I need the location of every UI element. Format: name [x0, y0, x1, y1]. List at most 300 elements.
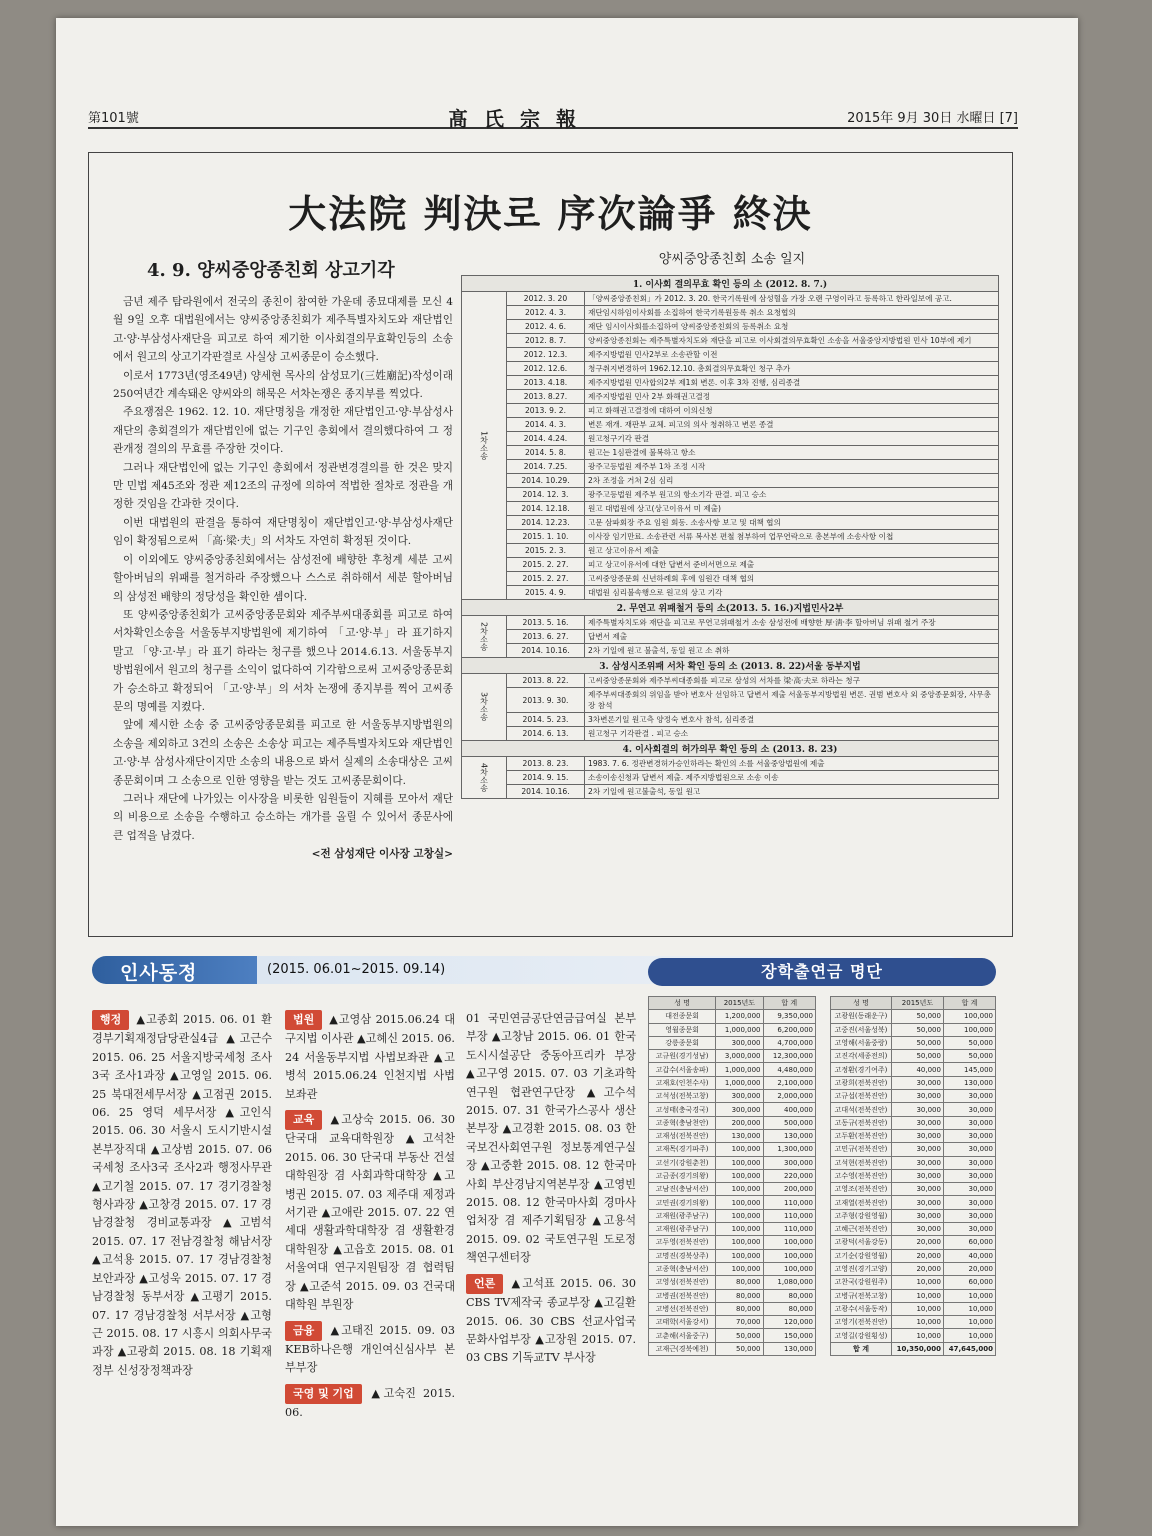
donor-name: 고찬국(강원원주)	[831, 1276, 892, 1289]
timeline-row	[462, 586, 999, 600]
timeline-date: 2013. 8.27.	[507, 390, 585, 404]
timeline-date: 2013. 6. 27.	[507, 630, 585, 644]
timeline-event: 제주지방법원 민사 2부 화해권고결정	[585, 390, 999, 404]
scholarship-header-cell: 합 계	[763, 997, 815, 1010]
donation-amount: 110,000	[763, 1196, 815, 1209]
article-paragraph: 앞에 제시한 소송 중 고씨중앙종문회를 피고로 한 서울동부지방법원의 소송을 제외하고 3건의 소송은 소송상 피고는 제주특별자치도와 재단법인 고·양·부 삼성사재단이지만 소송의 내용으로 봐서 실제의 소송대상은 고씨종문회이며 그 소송으로 인한 영향을 받는 것도 고씨종문회이다.	[113, 719, 453, 787]
timeline-date: 2013. 5. 16.	[507, 616, 585, 630]
timeline-event: 2차 기일에 원고 불출석, 동일 원고 소 취하	[585, 644, 999, 658]
scholarship-table-right	[830, 996, 996, 1356]
donation-amount: 6,200,000	[763, 1023, 815, 1036]
donation-amount: 1,000,000	[716, 1023, 763, 1036]
scholarship-row	[649, 1289, 816, 1302]
timeline-date: 2014. 4. 3.	[507, 418, 585, 432]
scholarship-header-row	[831, 997, 996, 1010]
donor-name: 고영진(경기고양)	[831, 1262, 892, 1275]
donor-name: 고규섭(전북진안)	[831, 1090, 892, 1103]
donation-amount: 10,000	[891, 1329, 943, 1342]
donor-name: 고영조(전북진안)	[831, 1183, 892, 1196]
timeline-row	[462, 460, 999, 474]
donation-amount: 10,000	[891, 1276, 943, 1289]
article-paragraph: 그러나 재단법인에 없는 기구인 총회에서 정관변경결의를 한 것은 맞지만 민법 제45조와 정관 제12조의 규정에 의하여 적법한 절차로 정관을 개정한 것임을 간과한 것이다.	[113, 461, 453, 511]
personnel-text: 01 국민연금공단연금급여실 본부부장 ▲고창남 2015. 06. 01 한국도시시설공단 중동아프리카 부장 ▲고구영 2015. 07. 03 기초과학연구원 협관연구단장 ▲고수석 2015. 07. 31 한국가스공사 생산본부장 ▲고경환 2015. 08. 03 한국보건사회연구원 정보통계연구실장 ▲고중환 2015. 08. 12 한국마사회 부산경남지역본부장 ▲고영빈 2015. 08. 12 한국마사회 경마사업처장 겸 제주기획팀장 ▲고용석 2015. 09. 02 국토연구원 도로정책연구센터장	[466, 1012, 636, 1265]
category-tag: 국영 및 기업	[285, 1384, 362, 1404]
scholarship-row	[649, 1143, 816, 1156]
donor-name: 고병권(전북진안)	[649, 1289, 716, 1302]
donor-name: 고광희(전북진안)	[831, 1076, 892, 1089]
donation-amount: 220,000	[763, 1169, 815, 1182]
scholarship-row	[831, 1143, 996, 1156]
donation-amount: 4,480,000	[763, 1063, 815, 1076]
scholarship-row	[649, 1116, 816, 1129]
scholarship-row	[831, 1036, 996, 1049]
donation-amount: 30,000	[943, 1169, 995, 1182]
donation-amount: 100,000	[716, 1249, 763, 1262]
donation-amount: 30,000	[943, 1156, 995, 1169]
donation-amount: 30,000	[891, 1223, 943, 1236]
personnel-entry	[285, 1010, 455, 1104]
donation-amount: 80,000	[716, 1302, 763, 1315]
scholarship-row	[649, 1169, 816, 1182]
timeline-event: 청구취지변경하여 1962.12.10. 총회결의무효확인 청구 추가	[585, 362, 999, 376]
byline: <전 삼성재단 이사장 고창실>	[311, 848, 453, 861]
donation-amount: 100,000	[943, 1023, 995, 1036]
headline: 大法院 判決로 序次論爭 終決	[288, 191, 813, 236]
timeline-event: 2차 기일에 원고불출석, 동일 원고	[585, 785, 999, 799]
donation-amount: 20,000	[891, 1262, 943, 1275]
lawsuit-timeline-table	[461, 275, 999, 799]
donation-amount: 80,000	[716, 1276, 763, 1289]
donation-amount: 300,000	[716, 1090, 763, 1103]
donation-amount: 20,000	[891, 1249, 943, 1262]
timeline-row	[462, 306, 999, 320]
timeline-date: 2014. 10.16.	[507, 785, 585, 799]
donor-name: 고병규(전북고창)	[831, 1289, 892, 1302]
donation-amount: 10,000	[891, 1302, 943, 1315]
donor-name: 고병선(전북진안)	[649, 1302, 716, 1315]
timeline-stage-label: 2차소송	[462, 616, 507, 658]
donation-amount: 200,000	[763, 1183, 815, 1196]
donation-amount: 60,000	[943, 1236, 995, 1249]
timeline-event: 원고는 1심판결에 불복하고 항소	[585, 446, 999, 460]
article-paragraph: 주요쟁점은 1962. 12. 10. 재단명칭을 개정한 재단법인고·양·부삼성사재단의 총회결의가 재단법인에 없는 기구인 총회에서 결의했다하여 그 정관개정 결의의 무효를 주장한 것이다.	[113, 406, 453, 456]
scholarship-row	[649, 1129, 816, 1142]
timeline-event: 이사장 임기만료. 소송관련 서류 복사본 편철 첨부하여 업무연락으로 총본부에 소송사항 이첩	[585, 530, 999, 544]
article-paragraph: 그러나 재단에 나가있는 이사장을 비롯한 임원들이 지혜를 모아서 재단의 비용으로 소송을 수행하고 승소하는 개가를 올릴 수 있어서 종문사에 큰 업적을 남겼다.	[113, 792, 453, 842]
timeline-date: 2015. 4. 9.	[507, 586, 585, 600]
timeline-date: 2014. 5. 23.	[507, 713, 585, 727]
scholarship-row	[649, 1103, 816, 1116]
scholarship-row	[649, 1209, 816, 1222]
donation-amount: 100,000	[763, 1262, 815, 1275]
scholarship-row	[649, 1023, 816, 1036]
personnel-entry	[92, 1010, 272, 1380]
donation-amount: 400,000	[763, 1103, 815, 1116]
timeline-row	[462, 757, 999, 771]
donation-amount: 110,000	[763, 1209, 815, 1222]
donation-amount: 9,350,000	[763, 1010, 815, 1023]
donation-amount: 300,000	[716, 1103, 763, 1116]
article-paragraph: 이로서 1773년(영조49년) 양세현 목사의 삼성묘기(三姓廟記)작성이래 250여년간 계속돼온 양씨와의 해묵은 서차논쟁은 종지부를 찍었다.	[113, 369, 453, 401]
donor-name: 영월종문회	[649, 1023, 716, 1036]
timeline-event: 2차 조정을 거쳐 2심 심리	[585, 474, 999, 488]
timeline-event: 제주부씨대종회의 위임을 받아 변호사 선임하고 답변서 제출 서울동부지방법원 변론. 권범 변호사 외 중앙종문회장, 사무총장 참석	[585, 688, 999, 713]
scholarship-header-cell: 합 계	[943, 997, 995, 1010]
donor-name: 고재근(경북예천)	[649, 1342, 716, 1355]
total-amount: 47,645,000	[943, 1342, 995, 1355]
personnel-entry	[466, 1010, 636, 1268]
timeline-row	[462, 446, 999, 460]
total-label: 합 계	[831, 1342, 892, 1355]
scholarship-row	[831, 1223, 996, 1236]
timeline-row	[462, 502, 999, 516]
donation-amount: 50,000	[891, 1010, 943, 1023]
timeline-event: 양씨중앙종친회는 제주특별자치도와 재단을 피고로 이사회결의무효확인 소송을 서울중앙지방법원 민사 10부에 제기	[585, 334, 999, 348]
donor-name: 고광수(서울동작)	[831, 1302, 892, 1315]
donation-amount: 10,000	[943, 1302, 995, 1315]
scholarship-row	[831, 1183, 996, 1196]
donor-name: 고광덕(서울강동)	[831, 1236, 892, 1249]
scholarship-row	[649, 1236, 816, 1249]
timeline-date: 2014. 12. 3.	[507, 488, 585, 502]
timeline-row	[462, 688, 999, 713]
timeline-date: 2012. 4. 6.	[507, 320, 585, 334]
donor-name: 고명진(경북상주)	[649, 1249, 716, 1262]
masthead: 髙氏宗報	[448, 107, 592, 131]
donor-name: 고석현(전북진안)	[831, 1156, 892, 1169]
donation-amount: 30,000	[943, 1183, 995, 1196]
category-tag: 법원	[285, 1010, 322, 1030]
timeline-row	[462, 320, 999, 334]
scholarship-header-cell: 성 명	[649, 997, 716, 1010]
donation-amount: 120,000	[763, 1316, 815, 1329]
donation-amount: 50,000	[891, 1036, 943, 1049]
scholarship-row	[831, 1249, 996, 1262]
donation-amount: 100,000	[716, 1262, 763, 1275]
page-header	[88, 105, 1018, 129]
timeline-event: 광주고등법원 제주부 1차 조정 시작	[585, 460, 999, 474]
timeline-row	[462, 488, 999, 502]
donation-amount: 60,000	[943, 1276, 995, 1289]
donation-amount: 30,000	[891, 1183, 943, 1196]
timeline-section-header	[462, 276, 999, 292]
personnel-text: ▲고영삼 2015.06.24 대구지법 이사관 ▲고혜신 2015. 06. 24 서울동부지법 사법보좌관 ▲고병석 2015.06.24 인천지법 사법보좌관	[285, 1013, 455, 1101]
timeline-stage-label: 1차소송	[462, 292, 507, 600]
personnel-column-3	[466, 1010, 636, 1374]
total-amount: 10,350,000	[891, 1342, 943, 1355]
scholarship-row	[649, 1010, 816, 1023]
timeline-date: 2013. 8. 23.	[507, 757, 585, 771]
personnel-text: ▲고숙진 2015. 06.	[285, 1386, 455, 1420]
scholarship-row	[831, 1023, 996, 1036]
donor-name: 고종혁(충남서산)	[649, 1262, 716, 1275]
donor-name: 고재목(경기파주)	[649, 1143, 716, 1156]
scholarship-row	[649, 1063, 816, 1076]
timeline-event: 고문 삼파회장 주요 임원 회동. 소송사항 보고 및 대책 협의	[585, 516, 999, 530]
donor-name: 고영성(전북진안)	[649, 1276, 716, 1289]
donor-name: 고정환(경기여주)	[831, 1063, 892, 1076]
scholarship-row	[831, 1169, 996, 1182]
donation-amount: 30,000	[891, 1116, 943, 1129]
donation-amount: 30,000	[943, 1090, 995, 1103]
timeline-row	[462, 644, 999, 658]
donation-amount: 100,000	[716, 1143, 763, 1156]
timeline-event: 답변서 제출	[585, 630, 999, 644]
timeline-date: 2014. 10.16.	[507, 644, 585, 658]
scholarship-row	[831, 1262, 996, 1275]
donor-name: 고영길(강원횡성)	[831, 1329, 892, 1342]
scholarship-row	[649, 1196, 816, 1209]
donation-amount: 100,000	[716, 1156, 763, 1169]
timeline-date: 2014. 10.29.	[507, 474, 585, 488]
timeline-date: 2013. 9. 2.	[507, 404, 585, 418]
donation-amount: 1,000,000	[716, 1063, 763, 1076]
scholarship-header-row	[649, 997, 816, 1010]
scholarship-row	[831, 1076, 996, 1089]
article-body	[113, 293, 453, 864]
donation-amount: 130,000	[716, 1129, 763, 1142]
scholarship-total-row	[831, 1342, 996, 1355]
donation-amount: 2,000,000	[763, 1090, 815, 1103]
donation-amount: 4,700,000	[763, 1036, 815, 1049]
donation-amount: 10,000	[943, 1316, 995, 1329]
donor-name: 고규원(경기성남)	[649, 1050, 716, 1063]
timeline-row	[462, 727, 999, 741]
timeline-title: 양씨중앙종친회 소송 일지	[658, 252, 806, 267]
donation-amount: 50,000	[891, 1023, 943, 1036]
donor-name: 고금종(경기의왕)	[649, 1169, 716, 1182]
donation-amount: 100,000	[763, 1249, 815, 1262]
personnel-text: ▲고상숙 2015. 06. 30 단국대 교육대학원장 ▲고석찬 2015. 06. 30 단국대 부동산 건설대학원장 겸 사회과학대학장 ▲고병권 2015. 07. 03 제주대 제정과 서기관 ▲고애란 2015. 07. 22 연세대 생활과학대학장 겸 생활환경대학원장 ▲고읍호 2015. 08. 01 서울여대 연구지원팀장 겸 협력팀장 ▲고준석 2015. 09. 03 건국대 대학원 부원장	[285, 1113, 455, 1312]
donation-amount: 100,000	[716, 1196, 763, 1209]
donation-amount: 10,000	[891, 1289, 943, 1302]
timeline-row	[462, 292, 999, 306]
donation-amount: 70,000	[716, 1316, 763, 1329]
donation-amount: 30,000	[943, 1116, 995, 1129]
category-tag: 금융	[285, 1321, 322, 1341]
timeline-event: 제주특별자치도와 재단을 피고로 무연고위패철거 소송 삼성전에 배향한 厚·淸·李 할아버님 위패 철거 주장	[585, 616, 999, 630]
donor-name: 고두영(전북진안)	[649, 1236, 716, 1249]
category-tag: 교육	[285, 1110, 322, 1130]
timeline-date: 2012. 4. 3.	[507, 306, 585, 320]
scholarship-header-cell: 2015년도	[891, 997, 943, 1010]
timeline-event: 제주지방법원 민사합의2부 제1회 변론. 이후 3차 진행, 심리종결	[585, 376, 999, 390]
scholarship-row	[649, 1156, 816, 1169]
donor-name: 고재원(광주남구)	[649, 1223, 716, 1236]
donation-amount: 30,000	[891, 1196, 943, 1209]
timeline-row	[462, 558, 999, 572]
timeline-date: 2012. 3. 20	[507, 292, 585, 306]
scholarship-row	[831, 1010, 996, 1023]
donation-amount: 300,000	[763, 1156, 815, 1169]
donor-name: 고기순(강원영월)	[831, 1249, 892, 1262]
scholarship-row	[649, 1223, 816, 1236]
timeline-row	[462, 432, 999, 446]
timeline-section-header	[462, 741, 999, 757]
timeline-date: 2014. 7.25.	[507, 460, 585, 474]
scholarship-row	[649, 1090, 816, 1103]
timeline-row	[462, 616, 999, 630]
scholarship-row	[649, 1342, 816, 1355]
donor-name: 고재성(전북진안)	[649, 1129, 716, 1142]
timeline-date: 2014. 6. 13.	[507, 727, 585, 741]
donation-amount: 30,000	[943, 1196, 995, 1209]
donation-amount: 3,000,000	[716, 1050, 763, 1063]
donation-amount: 100,000	[763, 1236, 815, 1249]
timeline-date: 2012. 8. 7.	[507, 334, 585, 348]
issue-number: 第101號	[88, 111, 139, 126]
scholarship-row	[649, 1276, 816, 1289]
donor-name: 고재원(광주남구)	[649, 1209, 716, 1222]
donor-name: 고중진(서울성북)	[831, 1023, 892, 1036]
personnel-title: 인사동정	[120, 962, 198, 984]
donor-name: 고주형(강원영월)	[831, 1209, 892, 1222]
timeline-date: 2012. 12.3.	[507, 348, 585, 362]
donation-amount: 110,000	[763, 1223, 815, 1236]
main-article-box	[88, 152, 1013, 937]
donor-name: 고동규(전북진안)	[831, 1116, 892, 1129]
donation-amount: 100,000	[716, 1209, 763, 1222]
donation-amount: 30,000	[891, 1076, 943, 1089]
scholarship-table-left	[648, 996, 816, 1356]
donation-amount: 100,000	[943, 1010, 995, 1023]
donor-name: 강릉종문회	[649, 1036, 716, 1049]
timeline-event: 제주지방법원 민사2부로 소송관할 이전	[585, 348, 999, 362]
donor-name: 고선기(강원춘천)	[649, 1156, 716, 1169]
scholarship-row	[649, 1076, 816, 1089]
donation-amount: 80,000	[763, 1289, 815, 1302]
timeline-row	[462, 516, 999, 530]
scholarship-banner: 장학출연금 명단	[648, 958, 996, 986]
timeline-row	[462, 544, 999, 558]
scholarship-row	[649, 1050, 816, 1063]
donation-amount: 130,000	[763, 1342, 815, 1355]
timeline-date: 2013. 4.18.	[507, 376, 585, 390]
scholarship-row	[649, 1036, 816, 1049]
donation-amount: 100,000	[716, 1183, 763, 1196]
donor-name: 고종혁(충남천안)	[649, 1116, 716, 1129]
timeline-row	[462, 530, 999, 544]
timeline-row	[462, 348, 999, 362]
donation-amount: 20,000	[891, 1236, 943, 1249]
donor-name: 고수영(전북진안)	[831, 1169, 892, 1182]
timeline-event: 변론 재개. 재판부 교체. 피고의 의사 청취하고 변론 종결	[585, 418, 999, 432]
timeline-date: 2012. 12.6.	[507, 362, 585, 376]
timeline-row	[462, 362, 999, 376]
personnel-text: ▲고태진 2015. 09. 03 KEB하나은행 개인여신심사부 본부부장	[285, 1323, 455, 1375]
timeline-row	[462, 713, 999, 727]
donation-amount: 1,080,000	[763, 1276, 815, 1289]
timeline-section-header	[462, 600, 999, 616]
donation-amount: 30,000	[891, 1103, 943, 1116]
timeline-event: 피고 상고이유서에 대한 답변서 준비서면으로 제출	[585, 558, 999, 572]
article-paragraph: 이번 대법원의 판결을 통하여 재단명칭이 재단법인고·양·부삼성사재단임이 확정됨으로써 「高·梁·夫」의 서차도 자연히 확정된 것이다.	[113, 516, 453, 548]
scholarship-row	[831, 1103, 996, 1116]
donor-name: 고남진(충남서산)	[649, 1183, 716, 1196]
donation-amount: 130,000	[943, 1076, 995, 1089]
scholarship-row	[831, 1329, 996, 1342]
donation-amount: 20,000	[943, 1262, 995, 1275]
article-paragraph: 금년 제주 탐라원에서 전국의 종친이 참여한 가운데 종묘대제를 모신 4월 9일 오후 대법원에서는 양씨중앙종친회가 제주특별자치도와 재단법인고·양·부삼성사재단을 피고로 하여 제기한 이사회결의무효확인등의 소송에서 원고의 상고기각판결로 사실상 고씨종문이 승소했다.	[113, 296, 453, 364]
donation-amount: 10,000	[891, 1316, 943, 1329]
timeline-date: 2013. 9. 30.	[507, 688, 585, 713]
donation-amount: 10,000	[943, 1289, 995, 1302]
donor-name: 고영해(서울중랑)	[831, 1036, 892, 1049]
scholarship-row	[831, 1063, 996, 1076]
donation-amount: 300,000	[716, 1036, 763, 1049]
scholarship-row	[649, 1262, 816, 1275]
timeline-row	[462, 771, 999, 785]
donation-amount: 30,000	[891, 1129, 943, 1142]
timeline-event: 광주고등법원 제주부 원고의 항소기각 판결. 피고 승소	[585, 488, 999, 502]
timeline-event: 원고청구기각 판결	[585, 432, 999, 446]
donor-name: 고영기(전북진안)	[831, 1316, 892, 1329]
timeline-section-title: 3. 삼성시조위패 서차 확인 등의 소 (2013. 8. 22)서울 동부지법	[462, 658, 999, 674]
personnel-entry	[466, 1274, 636, 1368]
timeline-date: 2015. 1. 10.	[507, 530, 585, 544]
timeline-stage-label: 4차소송	[462, 757, 507, 799]
donor-name: 대전종문회	[649, 1010, 716, 1023]
donation-amount: 100,000	[716, 1169, 763, 1182]
donor-name: 고재호(인천수사)	[649, 1076, 716, 1089]
donation-amount: 150,000	[763, 1329, 815, 1342]
timeline-date: 2014. 5. 8.	[507, 446, 585, 460]
timeline-event: 대법원 심리불속행으로 원고의 상고 기각	[585, 586, 999, 600]
donation-amount: 500,000	[763, 1116, 815, 1129]
donor-name: 고혜근(전북진안)	[831, 1223, 892, 1236]
donation-amount: 40,000	[891, 1063, 943, 1076]
timeline-date: 2014. 12.23.	[507, 516, 585, 530]
scholarship-row	[831, 1289, 996, 1302]
timeline-event: 재단임시하임이사회를 소집하여 한국기록원등록 취소 요청협의	[585, 306, 999, 320]
timeline-date: 2015. 2. 27.	[507, 558, 585, 572]
personnel-text: ▲고종회 2015. 06. 01 환경부기획재정담당관실4급 ▲고근수 2015. 06. 25 서울지방국세청 조사3국 조사1과장 ▲고영일 2015. 06. 25 북대전세무서장 ▲고점권 2015. 06. 25 영덕 세무서장 ▲고인식 2015. 06. 30 서울시 도시기반시설본부장직대 ▲고상범 2015. 07. 06 국세청 조사3국 조사2과 행정사무관 ▲고기철 2015. 07. 17 경기경찰청 형사과장 ▲고창경 2015. 07. 17 경남경찰청 경비교통과장 ▲고범석 2015. 07. 17 전남경찰청 해남서장 ▲고석용 2015. 07. 17 경남경찰청 보안과장 ▲고성욱 2015. 07. 17 경남경찰청 동부서장 ▲고평기 2015. 07. 17 경남경찰청 서부서장 ▲고형근 2015. 08. 17 시흥시 의회사무국 과장 ▲고광희 2015. 08. 18 기획재정부 신성장정책과장	[92, 1013, 272, 1377]
scholarship-row	[649, 1302, 816, 1315]
category-tag: 행정	[92, 1010, 129, 1030]
donor-name: 고재열(전북진안)	[831, 1196, 892, 1209]
timeline-row	[462, 334, 999, 348]
timeline-date: 2014. 4.24.	[507, 432, 585, 446]
timeline-date: 2015. 2. 3.	[507, 544, 585, 558]
scholarship-row	[649, 1329, 816, 1342]
personnel-column-2	[285, 1010, 455, 1429]
donor-name: 고성태(충국경국)	[649, 1103, 716, 1116]
donation-amount: 100,000	[716, 1236, 763, 1249]
donation-amount: 30,000	[943, 1103, 995, 1116]
scholarship-header-cell: 성 명	[831, 997, 892, 1010]
timeline-stage-label: 3차소송	[462, 674, 507, 741]
timeline-event: 3차변론기일 원고측 양정숙 변호사 참석, 심리종결	[585, 713, 999, 727]
timeline-section-title: 4. 이사회결의 허가의무 확인 등의 소 (2013. 8. 23)	[462, 741, 999, 757]
donation-amount: 30,000	[943, 1143, 995, 1156]
scholarship-row	[831, 1129, 996, 1142]
donation-amount: 10,000	[943, 1329, 995, 1342]
donation-amount: 30,000	[891, 1156, 943, 1169]
personnel-entry	[285, 1384, 455, 1423]
scholarship-row	[831, 1276, 996, 1289]
timeline-date: 2015. 2. 27.	[507, 572, 585, 586]
timeline-event: 1983. 7. 6. 정관변경허가승인하라는 확인의 소를 서울중앙법원에 제출	[585, 757, 999, 771]
timeline-row	[462, 785, 999, 799]
timeline-event: 고씨중앙종문회와 제주부씨대종회를 피고로 삼성의 서차를 梁·高·夫로 하라는 청구	[585, 674, 999, 688]
donation-amount: 2,100,000	[763, 1076, 815, 1089]
personnel-entry	[285, 1110, 455, 1314]
donation-amount: 30,000	[943, 1209, 995, 1222]
donor-name: 고갑수(서울송파)	[649, 1063, 716, 1076]
timeline-row	[462, 418, 999, 432]
personnel-text: ▲고석표 2015. 06. 30 CBS TV제작국 종교부장 ▲고길환 2015. 06. 30 CBS 선교사업국 문화사업부장 ▲고장원 2015. 07. 03 CBS 기독교TV 부사장	[466, 1276, 636, 1365]
donation-amount: 50,000	[716, 1329, 763, 1342]
